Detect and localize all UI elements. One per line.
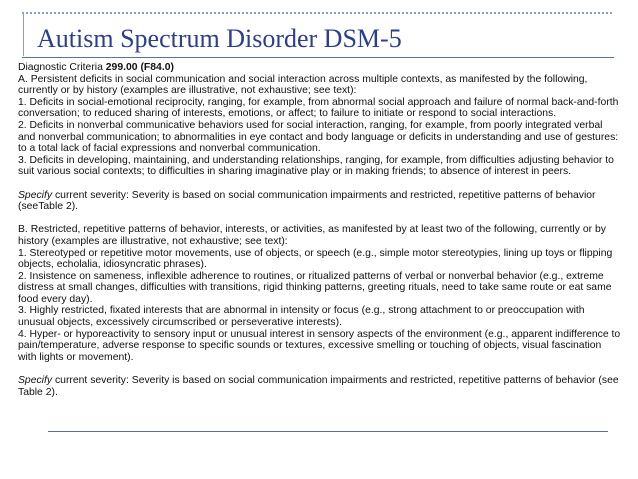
specify-text: current severity: Severity is based on social communication impairments and restricted, repetitive patterns of behavior (see Table 2).: [18, 375, 619, 398]
title-underline: [22, 57, 614, 58]
criteria-heading: [18, 62, 622, 74]
criteria-code: 299.00 (F84.0): [105, 62, 174, 73]
section-b-item-3: 3. Highly restricted, fixated interests that are abnormal in intensity or focus (e.g., strong attachment to or preoccupation with unusual objects, excessively circumscribed or perseverative interests).: [18, 305, 585, 329]
section-b-item-4: 4. Hyper- or hyporeactivity to sensory input or unusual interest in sensory aspects of the environment (e.g., apparent indifference to pain/temperature, adverse response to specific sounds or textures, excessive smelling or touching of objects, visual fascination with lights or movement).: [18, 328, 621, 363]
slide-body: [18, 62, 622, 398]
section-a-item-1: 1. Deficits in social-emotional reciprocity, ranging, for example, from abnormal social approach and failure of normal back-and-forth conversation; to reduced sharing of interests, emotions, or affect; to failure to initiate or respond to social interactions.: [18, 96, 619, 120]
section-a-intro: A. Persistent deficits in social communication and social interaction across multiple contexts, as manifested by the following, currently or by history (examples are illustrative, not exhaustive; see text):: [18, 73, 588, 97]
spacer: [18, 178, 622, 190]
specify-text: current severity: Severity is based on social communication impairments and restricted, repetitive patterns of behavior (seeTable 2).: [18, 189, 596, 213]
slide-title: Autism Spectrum Disorder DSM-5: [37, 24, 402, 53]
section-b-item-2: 2. Insistence on sameness, inflexible adherence to routines, or ritualized patterns of verbal or nonverbal behavior (e.g., extreme distress at small changes, difficulties with transitions, rigid thinking patterns, greeting rituals, need to take same route or eat same food every day).: [18, 270, 612, 305]
left-accent-rule: [23, 12, 24, 56]
specify-word: Specify: [18, 189, 53, 201]
specify-word: Specify: [18, 375, 53, 387]
section-b-intro: B. Restricted, repetitive patterns of behavior, interests, or activities, as manifested by at least two of the following, currently or by history (examples are illustrative, not exhaustive; see text):: [18, 224, 606, 247]
section-b-item-1: 1. Stereotyped or repetitive motor movements, use of objects, or speech (e.g., simple motor stereotypies, lining up toys or flipping objects, echolalia, idiosyncratic phrases).: [18, 247, 613, 271]
top-dotted-border: [22, 12, 612, 14]
bottom-rule: [48, 431, 608, 432]
spacer: [18, 363, 622, 375]
section-a-item-2: 2. Deficits in nonverbal communicative behaviors used for social interaction, ranging, for example, from poorly integrated verbal and nonverbal communication; to abnormalities in eye contact and body language or deficits in understanding and use of gestures: to a total lack of facial expressions and nonverbal communication.: [18, 119, 619, 155]
spacer: [18, 213, 622, 225]
section-a-specify: [18, 190, 622, 213]
section-b-specify: [18, 375, 622, 398]
criteria-label: Diagnostic Criteria: [18, 62, 106, 73]
section-a-item-3: 3. Deficits in developing, maintaining, and understanding relationships, ranging, for example, from difficulties adjusting behavior to suit various social contexts; to difficulties in sharing imaginative play or in making friends; to absence of interest in peers.: [18, 154, 614, 178]
